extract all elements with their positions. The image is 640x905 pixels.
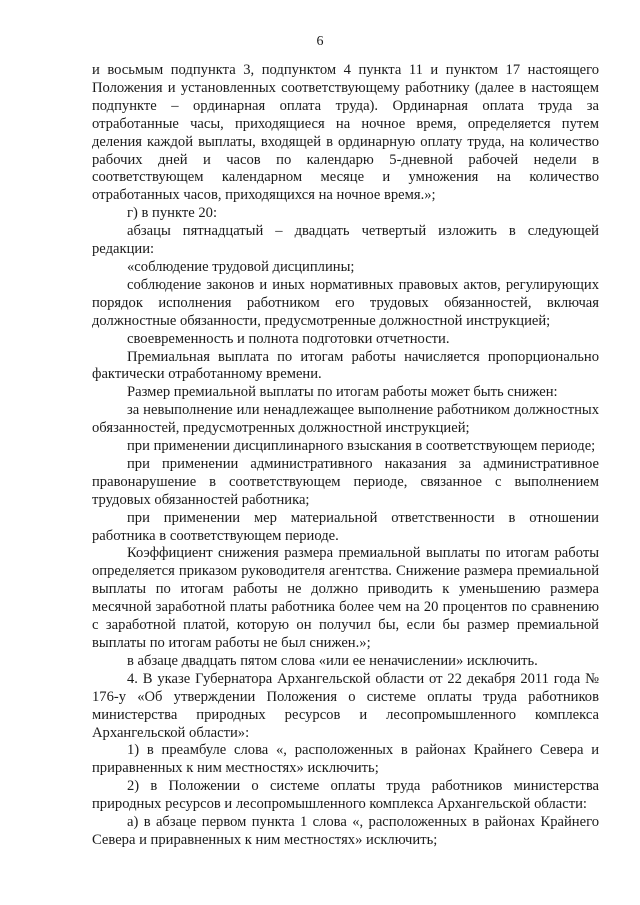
paragraph: абзацы пятнадцатый – двадцать четвертый изложить в следующей редакции: [92, 223, 599, 258]
paragraph: при применении дисциплинарного взыскания в соответствующем периоде; [127, 438, 596, 455]
paragraph: Размер премиальной выплаты по итогам работы может быть снижен: [127, 384, 558, 401]
paragraph-subitem-1: 1) в преамбуле слова «, расположенных в районах Крайнего Севера и приравненных к ним местностях» исключить; [92, 742, 599, 777]
paragraph-subitem-2: 2) в Положении о системе оплаты труда работников министерства природных ресурсов и лесопромышленного комплекса Архангельской области: [92, 778, 599, 813]
page-number: 6 [316, 34, 324, 49]
paragraph-item-g: г) в пункте 20: [127, 205, 217, 222]
paragraph: в абзаце двадцать пятом слова «или ее неначислении» исключить. [127, 652, 538, 669]
paragraph-continuation: и восьмым подпункта 3, подпунктом 4 пункта 11 и пунктом 17 настоящего Положения и установленных соответствующему работнику (далее в настоящем подпункте – ординарная оплата труда). Ординарная оплата труда за отработанные часы, приходящиеся на ночное время, определяется путем деления каждой выплаты, входящей в ординарную оплату труда, на количество рабочих дней и часов по календарю 5-дневной рабочей недели в соответствующем календарном месяце и умножения на количество отработанных часов, приходящихся на ночное время.»; [92, 62, 599, 204]
paragraph: соблюдение законов и иных нормативных правовых актов, регулирующих порядок исполнения работником его трудовых обязанностей, включая должностные обязанности, предусмотренные должностной инструкцией; [92, 276, 599, 329]
paragraph: Премиальная выплата по итогам работы начисляется пропорционально фактически отработанному времени. [92, 348, 599, 383]
paragraph: за невыполнение или ненадлежащее выполнение работником должностных обязанностей, предусмотренных должностной инструкцией; [92, 402, 599, 437]
paragraph: при применении административного наказания за административное правонарушение в соответствующем периоде, связанное с выполнением трудовых обязанностей работника; [92, 455, 599, 508]
paragraph: при применении мер материальной ответственности в отношении работника в соответствующем периоде. [92, 509, 599, 544]
paragraph-subitem-a: а) в абзаце первом пункта 1 слова «, расположенных в районах Крайнего Севера и приравненных к ним местностях» исключить; [92, 814, 599, 848]
paragraph: Коэффициент снижения размера премиальной выплаты по итогам работы определяется приказом руководителя агентства. Снижение размера премиальной выплаты по итогам работы не должно приводить к уменьшению размера месячной заработной платы работника более чем на 20 процентов по сравнению с заработной платой, которую он получил бы, если бы размер премиальной выплаты по итогам работы не был снижен.»; [92, 545, 599, 651]
paragraph: «соблюдение трудовой дисциплины; [127, 258, 355, 275]
paragraph: своевременность и полнота подготовки отчетности. [127, 330, 450, 347]
paragraph-item-4: 4. В указе Губернатора Архангельской области от 22 декабря 2011 года № 176-у «Об утверждении Положения о системе оплаты труда работников министерства природных ресурсов и лесопромышленного комплекса Архангельской области»: [92, 670, 599, 741]
document-body [92, 62, 599, 850]
